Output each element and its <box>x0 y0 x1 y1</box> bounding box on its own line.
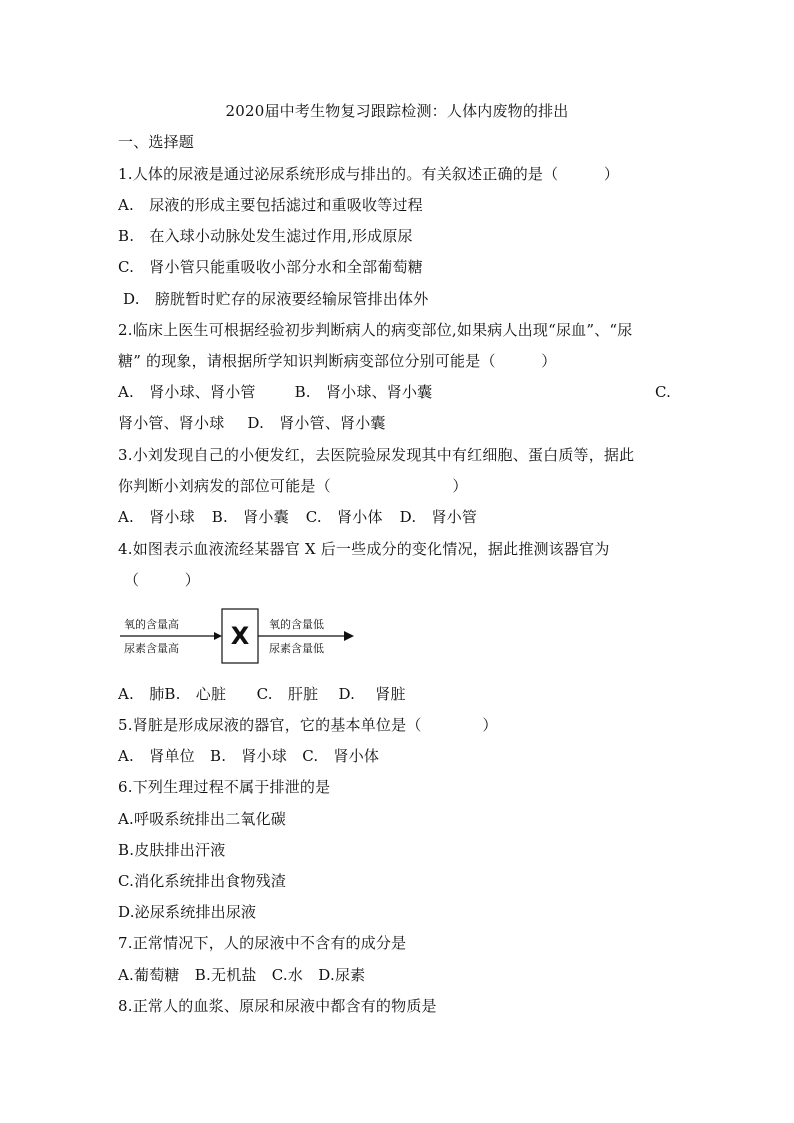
question-1-option-a: A. 尿液的形成主要包括滤过和重吸收等过程 <box>118 196 423 214</box>
question-2-option-b: B. 肾小球、肾小囊 <box>294 383 433 401</box>
question-2-option-c-text: 肾小管、肾小球 <box>118 414 225 432</box>
question-6-option-a: A.呼吸系统排出二氧化碳 <box>118 810 287 828</box>
question-7-stem: 7.正常情况下，人的尿液中不含有的成分是 <box>118 934 407 952</box>
question-4-options: A. 肺B. 心脏 C. 肝脏 D. 肾脏 <box>118 685 406 703</box>
outgoing-oxygen-label: 氧的含量低 <box>269 618 324 631</box>
question-1-option-c: C. 肾小管只能重吸收小部分水和全部葡萄糖 <box>118 258 423 276</box>
question-5-stem: 5.肾脏是形成尿液的器官，它的基本单位是（ ） <box>118 716 498 734</box>
organ-x-diagram <box>118 606 358 666</box>
question-5-options: A. 肾单位 B. 肾小球 C. 肾小体 <box>118 747 380 765</box>
question-3-option-a: A. 肾小球 <box>118 508 195 526</box>
question-3-stem-line-1: 3.小刘发现自己的小便发红，去医院验尿发现其中有红细胞、蛋白质等，据此 <box>118 446 635 464</box>
question-6-option-b: B.皮肤排出汗液 <box>118 841 226 859</box>
section-heading: 一、选择题 <box>118 133 195 151</box>
question-2-options-row-1 <box>118 382 432 402</box>
question-2-stem-line-1: 2.临床上医生可根据经验初步判断病人的病变部位,如果病人出现“尿血”、“尿 <box>118 321 633 339</box>
question-2-option-a: A. 肾小球、肾小管 <box>118 383 256 401</box>
question-2-options-row-2 <box>118 413 386 433</box>
question-6-stem: 6.下列生理过程不属于排泄的是 <box>118 778 331 796</box>
question-8-stem: 8.正常人的血浆、原尿和尿液中都含有的物质是 <box>118 997 437 1015</box>
page-title: 2020届中考生物复习跟踪检测：人体内废物的排出 <box>225 102 569 120</box>
question-2-option-c-label: C. <box>655 383 672 401</box>
question-2-option-d: D. 肾小管、肾小囊 <box>247 414 386 432</box>
question-7-options: A.葡萄糖 B.无机盐 C.水 D.尿素 <box>118 966 366 984</box>
question-2-stem-line-2: 糖” 的现象，请根据所学知识判断病变部位分别可能是（ ） <box>118 352 557 370</box>
outgoing-urea-label: 尿素含量低 <box>269 642 324 655</box>
question-3-stem-line-2: 你判断小刘病发的部位可能是（ ） <box>118 477 468 495</box>
incoming-arrow-head <box>214 632 222 640</box>
question-1-stem: 1.人体的尿液是通过泌尿系统形成与排出的。有关叙述正确的是（ ） <box>118 165 620 183</box>
question-3-option-d: D. 肾小管 <box>399 508 478 526</box>
incoming-oxygen-label: 氧的含量高 <box>124 618 179 631</box>
question-3-option-c: C. 肾小体 <box>305 508 383 526</box>
question-4-stem-line-1: 4.如图表示血液流经某器官 X 后一些成分的变化情况，据此推测该器官为 <box>118 540 610 558</box>
question-3-option-b: B. 肾小囊 <box>211 508 289 526</box>
incoming-urea-label: 尿素含量高 <box>124 642 179 655</box>
question-6-option-c: C.消化系统排出食物残渣 <box>118 872 287 890</box>
question-1-option-b: B. 在入球小动脉处发生滤过作用,形成原尿 <box>118 227 413 245</box>
question-4-stem-line-2: （ ） <box>124 571 201 589</box>
question-1-option-d: D. 膀胱暂时贮存的尿液要经输尿管排出体外 <box>123 290 429 308</box>
question-3-options <box>118 507 477 527</box>
outgoing-arrow-head <box>344 631 354 641</box>
organ-x-label: X <box>230 622 250 650</box>
question-6-option-d: D.泌尿系统排出尿液 <box>118 903 257 921</box>
